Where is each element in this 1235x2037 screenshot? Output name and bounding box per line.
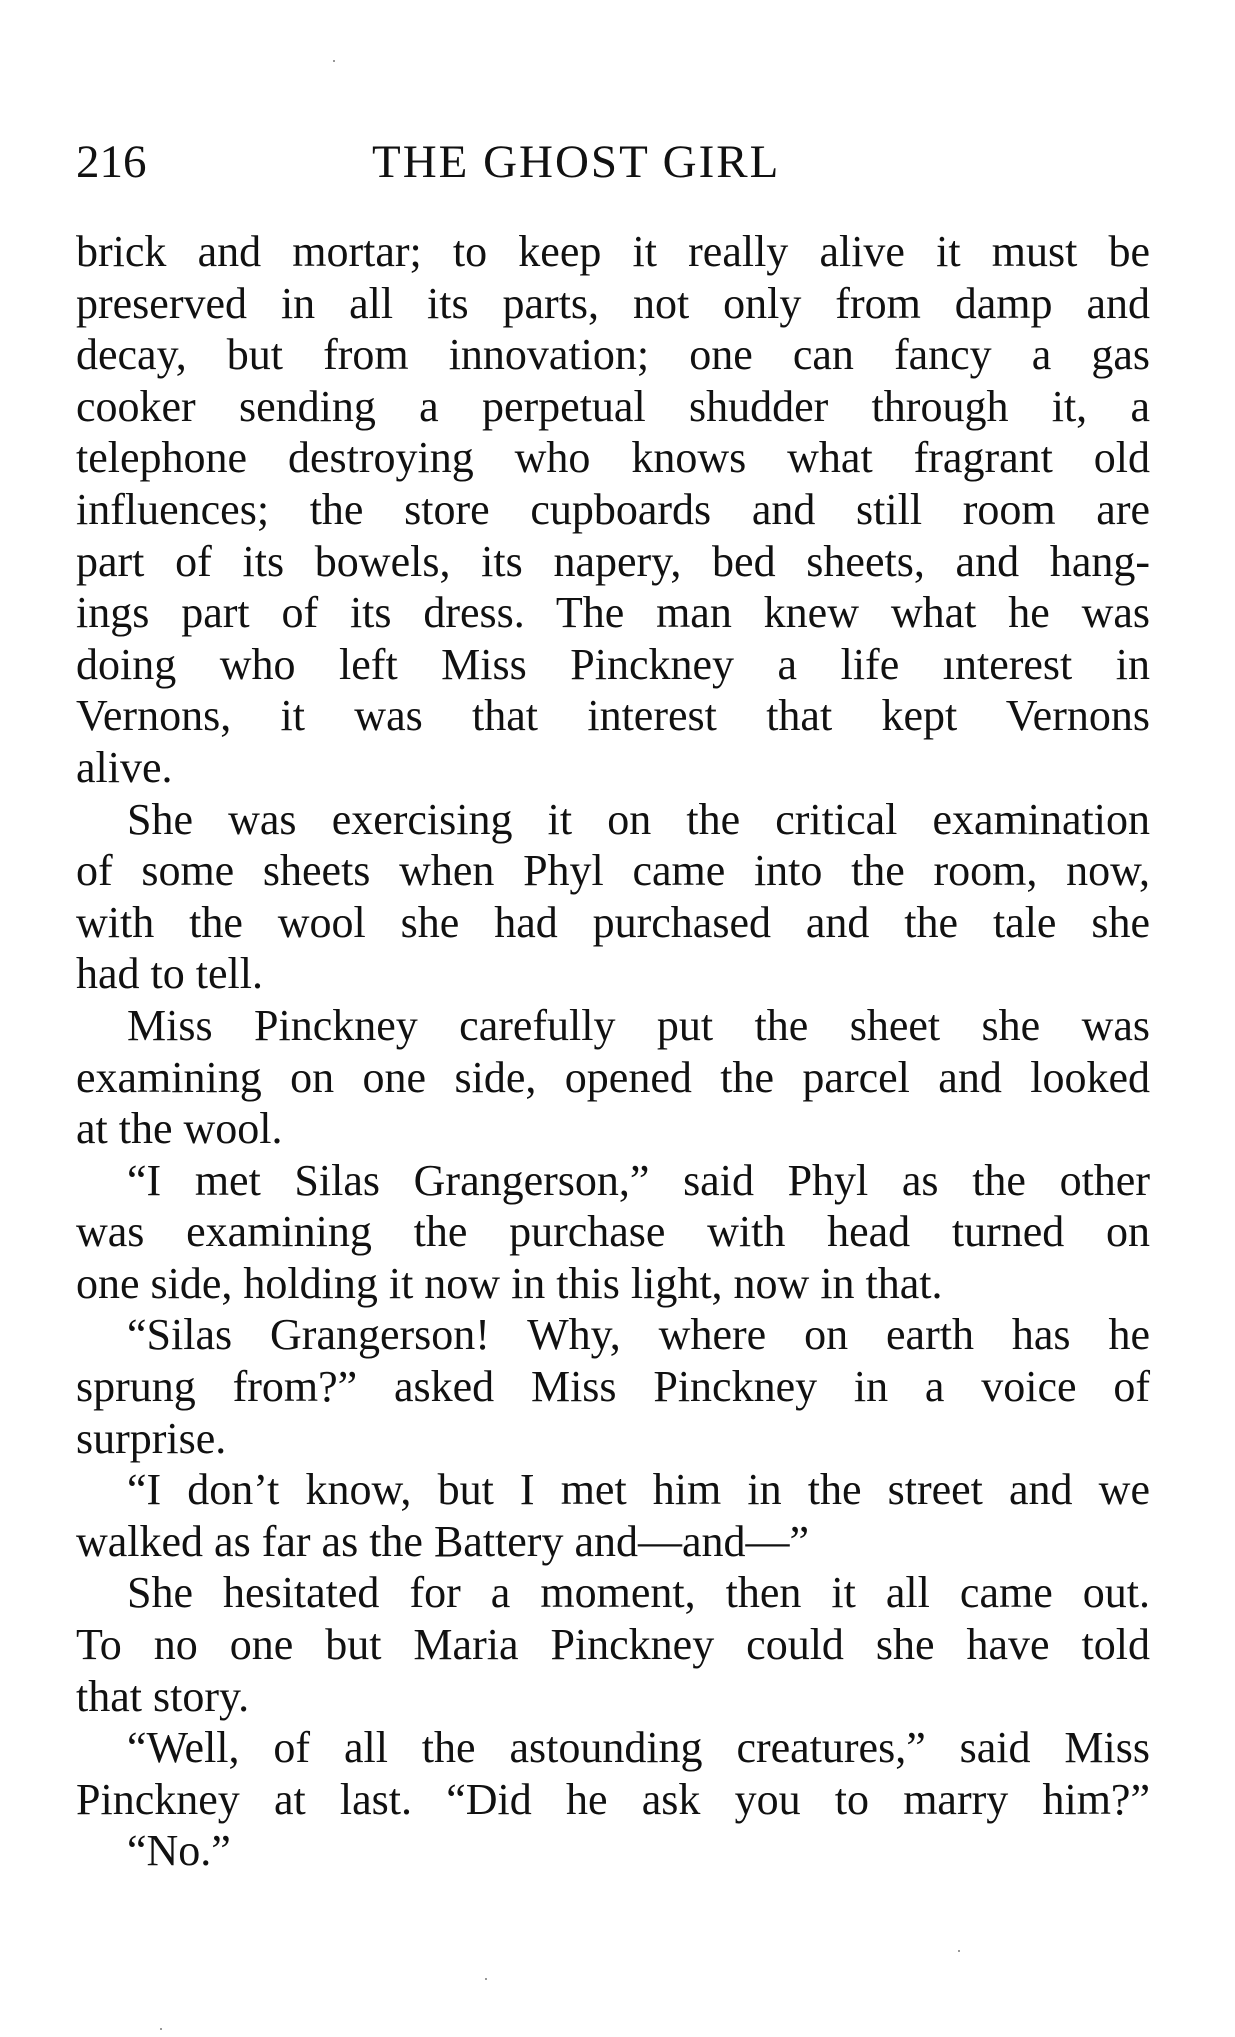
scan-speck xyxy=(333,60,335,62)
text-line: examining on one side, opened the parcel and looked xyxy=(76,1052,1150,1102)
text-line: To no one but Maria Pinckney could she have told xyxy=(76,1620,1150,1670)
text-line: telephone destroying who knows what fragrant old xyxy=(76,433,1150,483)
body-text xyxy=(76,226,1150,1877)
text-line: walked as far as the Battery and—and—” xyxy=(76,1516,810,1566)
text-line: Pinckney at last. “Did he ask you to marry him?” xyxy=(76,1774,1150,1824)
text-line: brick and mortar; to keep it really alive it must be xyxy=(76,227,1150,276)
text-line: surprise. xyxy=(76,1413,227,1463)
running-head xyxy=(76,132,1150,192)
text-line: ings part of its dress. The man knew what he was xyxy=(76,588,1150,638)
text-line: “Silas Grangerson! Why, where on earth has he xyxy=(127,1310,1150,1360)
text-line: was examining the purchase with head turned on xyxy=(76,1207,1150,1257)
scan-speck xyxy=(485,1978,487,1980)
text-line: of some sheets when Phyl came into the room, now, xyxy=(76,846,1150,896)
text-line: with the wool she had purchased and the tale she xyxy=(76,897,1150,947)
text-line: one side, holding it now in this light, now in that. xyxy=(76,1258,943,1308)
text-line: preserved in all its parts, not only from damp and xyxy=(76,278,1150,328)
text-line: had to tell. xyxy=(76,949,263,999)
text-line: “I met Silas Grangerson,” said Phyl as the other xyxy=(127,1155,1150,1205)
text-line: influences; the store cupboards and still room are xyxy=(76,484,1150,534)
text-line: “Well, of all the astounding creatures,” said Miss xyxy=(127,1723,1150,1773)
text-line: cooker sending a perpetual shudder through it, a xyxy=(76,381,1150,431)
page-number: 216 xyxy=(76,136,147,188)
scan-speck xyxy=(160,2028,162,2030)
text-line: “No.” xyxy=(127,1826,231,1876)
running-title: THE GHOST GIRL xyxy=(372,136,781,188)
text-line: “I don’t know, but I met him in the street and we xyxy=(127,1465,1150,1515)
text-line: doing who left Miss Pinckney a life ınterest in xyxy=(76,639,1150,689)
text-line: part of its bowels, its napery, bed sheets, and hang- xyxy=(76,536,1150,586)
scan-speck xyxy=(958,1950,960,1952)
text-line: at the wool. xyxy=(76,1104,283,1154)
text-line: She hesitated for a moment, then it all came out. xyxy=(127,1568,1150,1618)
text-line: She was exercising it on the critical examination xyxy=(127,794,1150,844)
text-line: Vernons, it was that interest that kept Vernons xyxy=(76,691,1150,741)
text-line: decay, but from innovation; one can fancy a gas xyxy=(76,330,1150,380)
text-line: sprung from?” asked Miss Pinckney in a voice of xyxy=(76,1362,1150,1412)
text-line: alive. xyxy=(76,742,173,792)
text-line: that story. xyxy=(76,1671,250,1721)
text-line: Miss Pinckney carefully put the sheet she was xyxy=(127,1000,1150,1050)
